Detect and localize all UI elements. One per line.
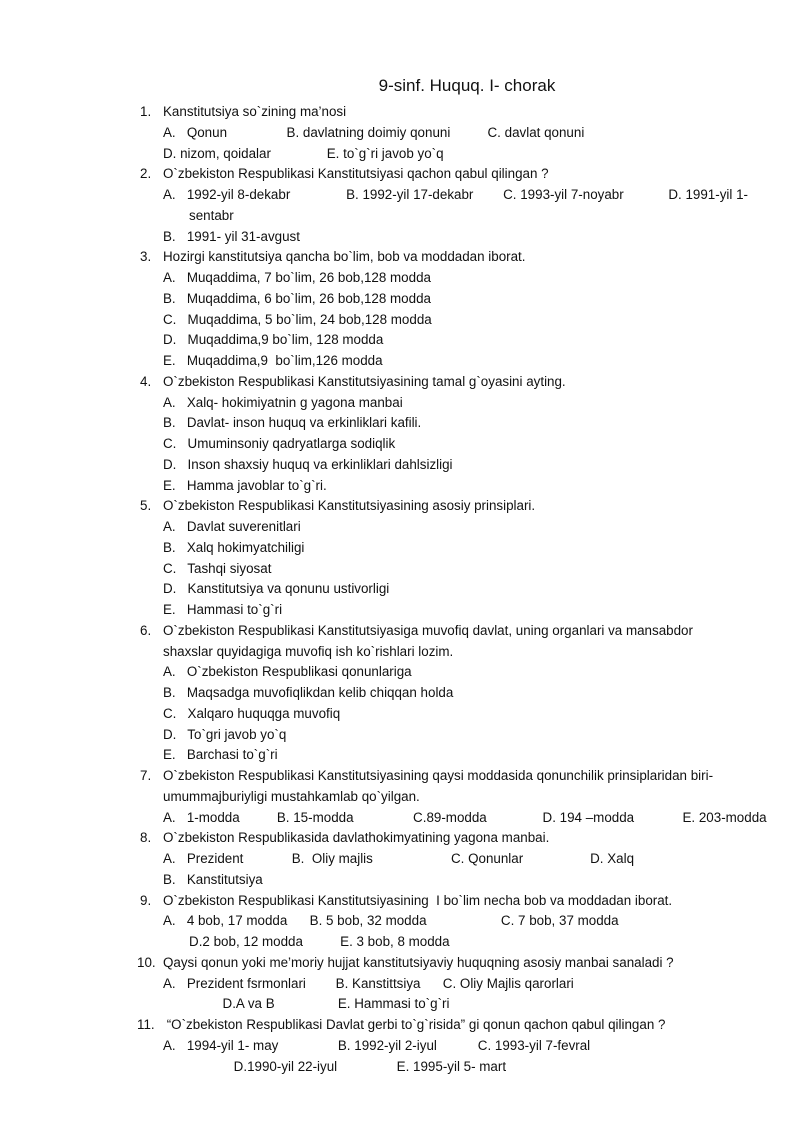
answer-line: D. Muqaddima,9 bo`lim, 128 modda <box>163 332 384 348</box>
question-text: O`zbekiston Respublikasi Kanstitutsiyasi qachon qabul qilingan ? <box>163 166 549 182</box>
answer-line: A. 1994-yil 1- may B. 1992-yil 2-iyul C. 1993-yil 7-fevral <box>163 1037 591 1053</box>
question-number: 2. <box>140 166 152 182</box>
question-number: 6. <box>140 622 152 638</box>
question-number: 11. <box>137 1017 155 1032</box>
answer-line: C. Xalqaro huquqga muvofiq <box>163 705 341 721</box>
question-text: O`zbekiston Respublikasi Kanstitutsiyasining asosiy prinsiplari. <box>163 498 536 514</box>
question-number: 8. <box>140 830 152 846</box>
answer-line: E. Hamma javoblar to`g`ri. <box>163 477 327 493</box>
question-number: 5. <box>140 498 152 514</box>
question-text: O`zbekiston Respublikasi Kanstitutsiyasining tamal g`oyasini ayting. <box>163 373 566 389</box>
question-text: O`zbekiston Respublikasi Kanstitutsiyasiga muvofiq davlat, uning organlari va mansabdor <box>163 622 693 638</box>
answer-line: B. Kanstitutsiya <box>163 871 263 887</box>
question-text: Hozirgi kanstitutsiya qancha bo`lim, bob va moddadan iborat. <box>163 249 526 265</box>
answer-line: E. Hammasi to`g`ri <box>163 602 283 617</box>
answer-line: D. To`gri javob yo`q <box>163 726 287 742</box>
answer-line: B. Maqsadga muvofiqlikdan kelib chiqqan holda <box>163 685 454 700</box>
answer-line: C. Muqaddima, 5 bo`lim, 24 bob,128 modda <box>163 311 432 327</box>
answer-line: D. Inson shaxsiy huquq va erkinliklari dahlsizligi <box>163 456 453 472</box>
question-text: Qaysi qonun yoki me’moriy hujjat kanstitutsiyaviy huquqning asosiy manbai sanaladi ? <box>163 954 674 970</box>
question-number: 9. <box>140 892 152 908</box>
answer-line: A. Prezident B. Oliy majlis C. Qonunlar D. Xalq <box>163 851 635 866</box>
answer-line: E. Muqaddima,9 bo`lim,126 modda <box>163 353 383 368</box>
question-number: 1. <box>140 104 152 119</box>
answer-line: sentabr <box>163 207 234 223</box>
question-number: 3. <box>140 249 152 265</box>
question-text: O`zbekiston Respublikasi Kanstitutsiyasining qaysi moddasida qonunchilik prinsiplaridan biri- <box>163 768 714 783</box>
question-text: Kanstitutsiya so`zining ma’nosi <box>163 104 347 119</box>
answer-line: D. Kanstitutsiya va qonunu ustivorligi <box>163 581 390 597</box>
answer-line: umummajburiyligi mustahkamlab qo`yilgan. <box>163 788 420 804</box>
answer-line: D. nizom, qoidalar E. to`g`ri javob yo`q <box>163 145 444 161</box>
answer-line: A. Davlat suverenitlari <box>163 519 301 534</box>
answer-line: A. O`zbekiston Respublikasi qonunlariga <box>163 664 412 680</box>
question-number: 10. <box>137 954 156 970</box>
answer-line: A. Qonun B. davlatning doimiy qonuni C. davlat qonuni <box>163 124 585 140</box>
answer-line: shaxslar quyidagiga muvofiq ish ko`rishlari lozim. <box>163 643 454 659</box>
question-number: 4. <box>140 373 152 389</box>
answer-line: A. Prezident fsrmonlari B. Kanstittsiya C. Oliy Majlis qarorlari <box>163 975 574 991</box>
answer-line: A. 1992-yil 8-dekabr B. 1992-yil 17-dekabr C. 1993-yil 7-noyabr D. 1991-yil 1- <box>163 187 748 202</box>
page-title: 9-sinf. Huquq. I- chorak <box>378 76 556 95</box>
question-text: O`zbekiston Respublikasida davlathokimyatining yagona manbai. <box>163 830 550 846</box>
question-number: 7. <box>140 768 152 783</box>
answer-line: A. 1-modda B. 15-modda C.89-modda D. 194 –modda E. 203-modda <box>163 809 767 825</box>
answer-line: D.A va B E. Hammasi to`g`ri <box>163 996 450 1012</box>
answer-line: B. Muqaddima, 6 bo`lim, 26 bob,128 modda <box>163 290 431 306</box>
answer-line: A. Muqaddima, 7 bo`lim, 26 bob,128 modda <box>163 270 431 285</box>
answer-line: D.1990-yil 22-iyul E. 1995-yil 5- mart <box>163 1058 507 1074</box>
answer-line: D.2 bob, 12 modda E. 3 bob, 8 modda <box>163 934 450 949</box>
answer-line: C. Tashqi siyosat <box>163 560 272 576</box>
answer-line: A. Xalq- hokimiyatnin g yagona manbai <box>163 394 403 410</box>
question-text: “O`zbekiston Respublikasi Davlat gerbi to`g`risida” gi qonun qachon qabul qilingan ? <box>163 1017 666 1032</box>
answer-line: B. 1991- yil 31-avgust <box>163 228 300 244</box>
answer-line: E. Barchasi to`g`ri <box>163 747 278 763</box>
answer-line: C. Umuminsoniy qadryatlarga sodiqlik <box>163 436 396 451</box>
question-text: O`zbekiston Respublikasi Kanstitutsiyasining I bo`lim necha bob va moddadan iborat. <box>163 892 673 908</box>
answer-line: B. Davlat- inson huquq va erkinliklari kafili. <box>163 415 422 431</box>
answer-line: B. Xalq hokimyatchiligi <box>163 539 305 555</box>
answer-line: A. 4 bob, 17 modda B. 5 bob, 32 modda C. 7 bob, 37 modda <box>163 913 619 929</box>
